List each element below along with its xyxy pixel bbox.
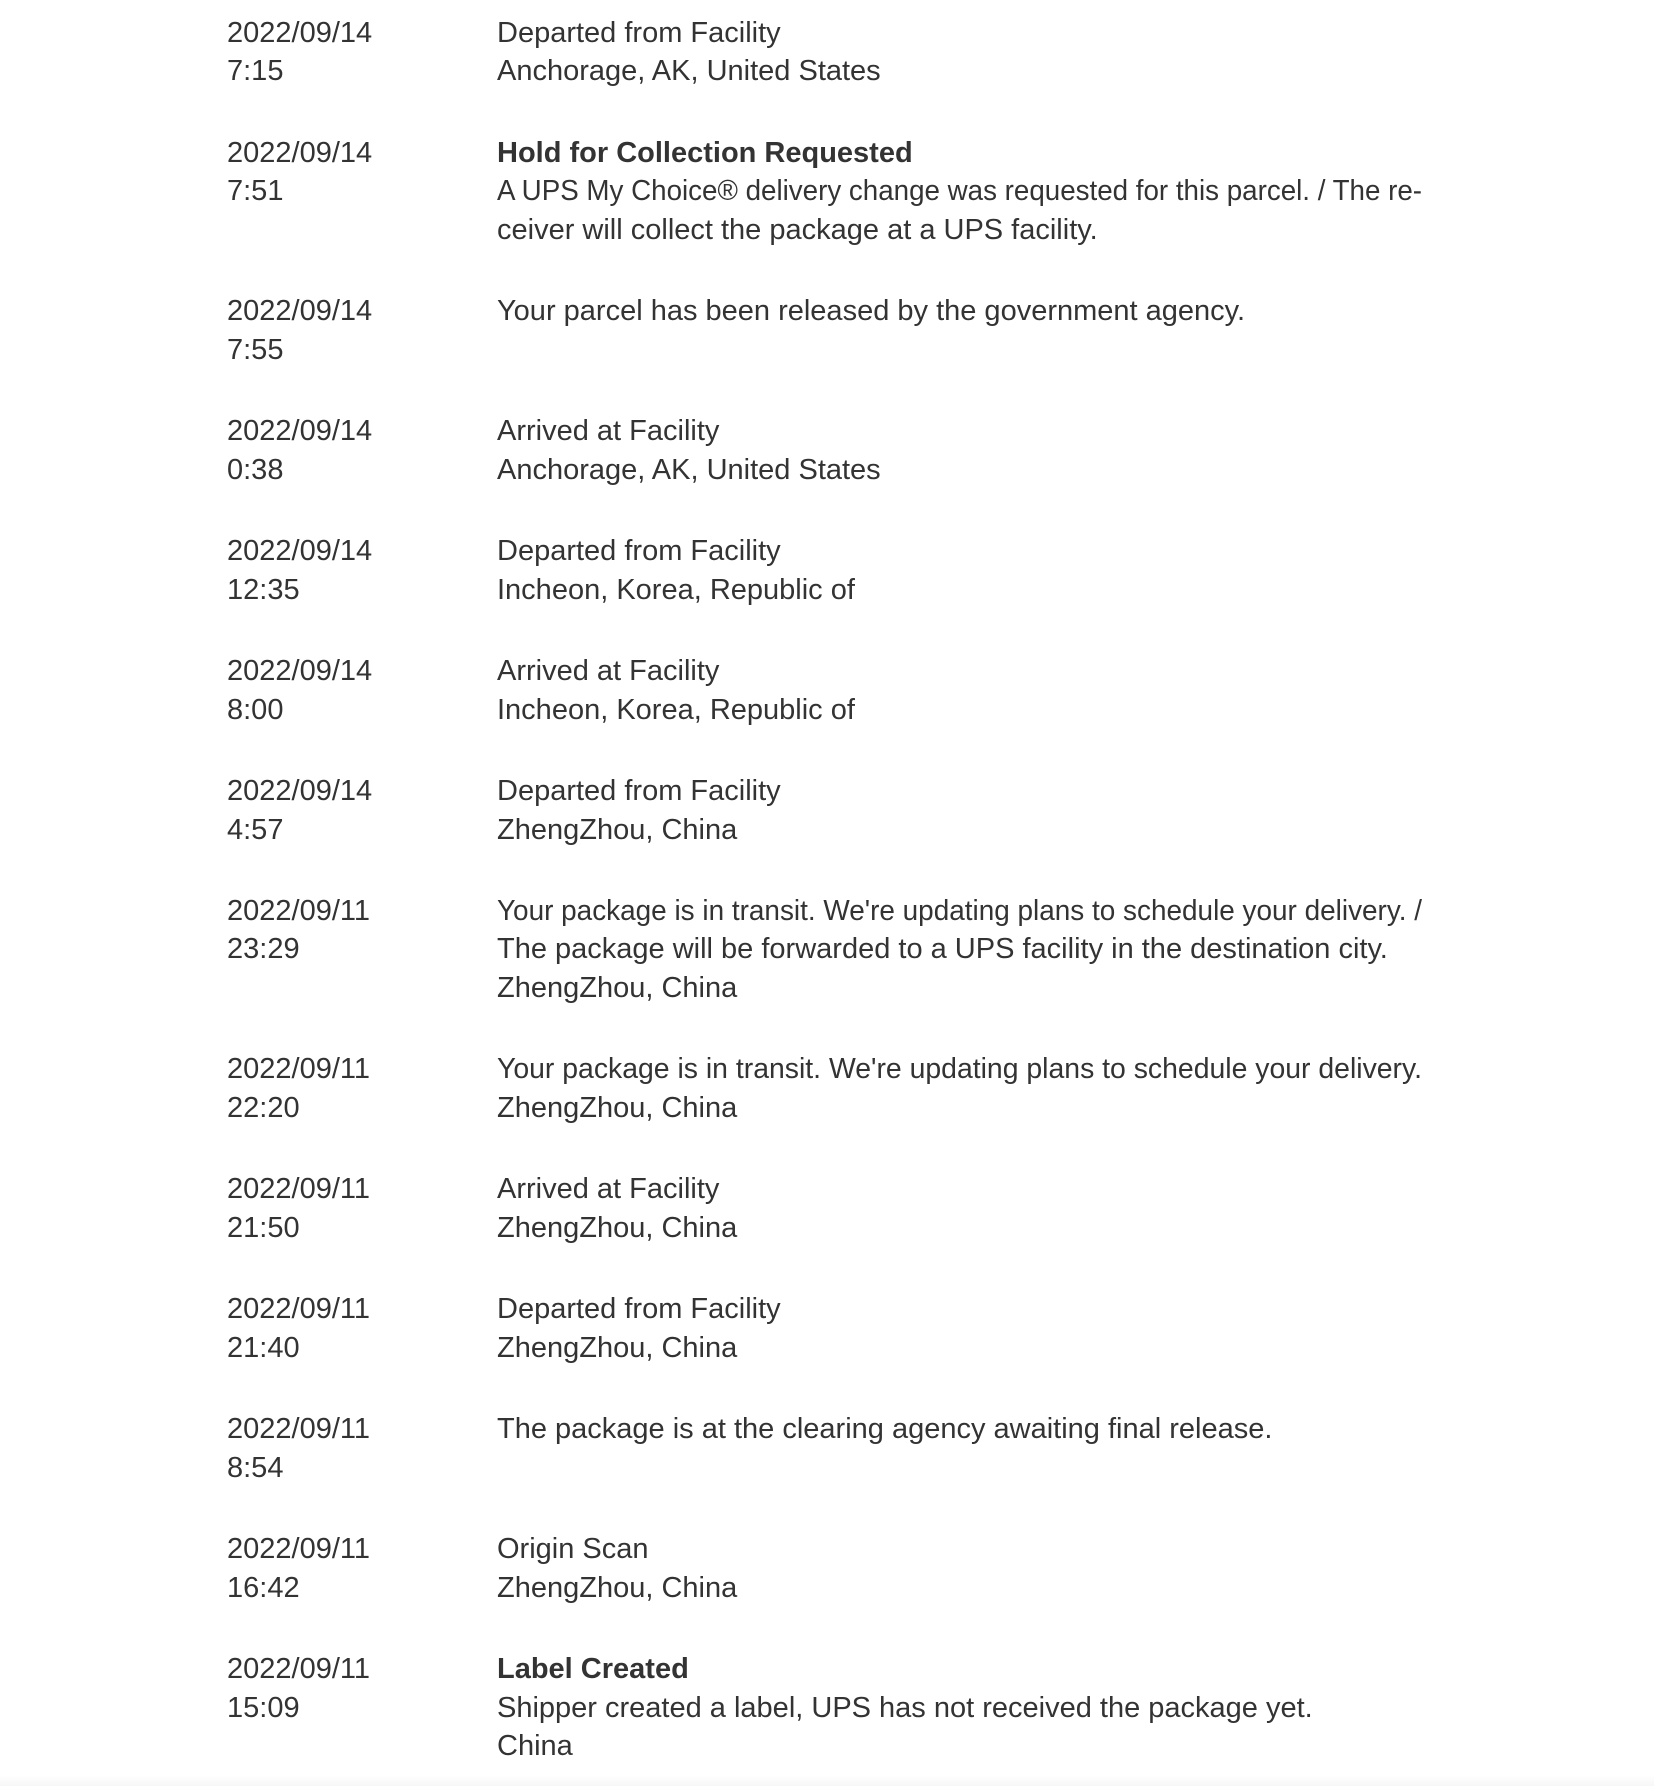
event-time: 12:35 (227, 573, 300, 606)
event-date: 2022/09/11 (227, 1653, 370, 1686)
event-time: 22:20 (227, 1091, 300, 1124)
event-description (497, 652, 1527, 729)
tracking-event-row (227, 772, 1527, 892)
event-date: 2022/09/14 (227, 295, 373, 328)
event-description (497, 1650, 1527, 1765)
event-description (497, 772, 1527, 849)
event-detail-line: ZhengZhou, China (497, 971, 738, 1004)
tracking-event-row (227, 652, 1527, 772)
event-detail-line: China (497, 1729, 573, 1762)
tracking-event-row (227, 134, 1527, 292)
event-datetime (227, 652, 497, 729)
tracking-event-row (227, 14, 1527, 134)
tracking-event-row (227, 292, 1527, 412)
tracking-event-row (227, 1050, 1527, 1170)
event-date: 2022/09/14 (227, 535, 373, 568)
event-detail-line: Anchorage, AK, United States (497, 453, 881, 486)
event-time: 16:42 (227, 1571, 300, 1604)
tracking-event-row (227, 892, 1527, 1050)
event-time: 21:50 (227, 1211, 300, 1244)
event-time: 8:00 (227, 693, 284, 726)
event-datetime (227, 892, 497, 1007)
event-datetime (227, 134, 497, 249)
event-date: 2022/09/11 (227, 1173, 370, 1206)
event-time: 7:55 (227, 333, 284, 366)
event-detail-line: ZhengZhou, China (497, 813, 738, 846)
event-status-title: Label Created (497, 1653, 689, 1686)
footer-band (0, 1775, 1654, 1786)
event-date: 2022/09/11 (227, 895, 370, 928)
event-detail-line: Incheon, Korea, Republic of (497, 693, 855, 726)
event-detail-line: Your parcel has been released by the government agency. (497, 295, 1246, 328)
event-date: 2022/09/14 (227, 136, 373, 169)
event-datetime (227, 772, 497, 849)
event-datetime (227, 1290, 497, 1367)
event-detail-line: ceiver will collect the package at a UPS facility. (497, 213, 1098, 246)
event-detail-line: Shipper created a label, UPS has not received the package yet. (497, 1691, 1313, 1724)
tracking-event-row (227, 1650, 1527, 1786)
event-detail-line: Arrived at Facility (497, 1173, 720, 1206)
event-datetime (227, 1650, 497, 1765)
event-datetime (227, 292, 497, 369)
event-date: 2022/09/14 (227, 655, 373, 688)
event-datetime (227, 14, 497, 91)
event-detail-line: Origin Scan (497, 1533, 649, 1566)
event-date: 2022/09/14 (227, 17, 373, 49)
event-detail-line: ZhengZhou, China (497, 1091, 738, 1124)
event-description (497, 892, 1527, 1007)
event-detail-line: The package will be forwarded to a UPS facility in the destination city. (497, 933, 1388, 966)
event-detail-line: Your package is in transit. We're updating plans to schedule your delivery. / (497, 895, 1422, 928)
event-detail-line: Departed from Facility (497, 1293, 781, 1326)
event-time: 23:29 (227, 933, 300, 966)
event-detail-line: A UPS My Choice® delivery change was requested for this parcel. / The re- (497, 175, 1423, 208)
event-date: 2022/09/14 (227, 775, 373, 808)
event-date: 2022/09/11 (227, 1293, 370, 1326)
event-detail-line: Arrived at Facility (497, 655, 720, 688)
event-datetime (227, 1050, 497, 1127)
event-detail-line: ZhengZhou, China (497, 1331, 738, 1364)
event-time: 15:09 (227, 1691, 300, 1724)
event-description (497, 1410, 1527, 1487)
event-time: 8:54 (227, 1451, 284, 1484)
event-description (497, 1290, 1527, 1367)
event-detail-line: ZhengZhou, China (497, 1571, 738, 1604)
event-datetime (227, 1410, 497, 1487)
event-time: 7:51 (227, 175, 284, 208)
event-time: 7:15 (227, 55, 284, 88)
event-datetime (227, 1530, 497, 1607)
event-description (497, 134, 1527, 249)
event-description (497, 412, 1527, 489)
event-description (497, 532, 1527, 609)
event-detail-line: Departed from Facility (497, 775, 781, 808)
event-detail-line: Anchorage, AK, United States (497, 55, 881, 88)
event-description (497, 1170, 1527, 1247)
event-date: 2022/09/11 (227, 1053, 370, 1086)
event-time: 4:57 (227, 813, 284, 846)
event-detail-line: Departed from Facility (497, 17, 781, 49)
event-description (497, 1530, 1527, 1607)
event-date: 2022/09/11 (227, 1533, 370, 1566)
tracking-event-row (227, 1290, 1527, 1410)
event-status-title: Hold for Collection Requested (497, 136, 913, 169)
event-datetime (227, 1170, 497, 1247)
event-description (497, 1050, 1527, 1127)
event-description (497, 14, 1527, 91)
event-description (497, 292, 1527, 369)
tracking-event-row (227, 412, 1527, 532)
event-detail-line: Incheon, Korea, Republic of (497, 573, 855, 606)
event-time: 0:38 (227, 453, 284, 486)
event-detail-line: Arrived at Facility (497, 415, 720, 448)
tracking-event-row (227, 1410, 1527, 1530)
event-detail-line: Departed from Facility (497, 535, 781, 568)
tracking-event-row (227, 1170, 1527, 1290)
tracking-event-row (227, 1530, 1527, 1650)
event-date: 2022/09/14 (227, 415, 373, 448)
shipment-progress-list (227, 14, 1527, 1786)
event-date: 2022/09/11 (227, 1413, 370, 1446)
tracking-event-row (227, 532, 1527, 652)
event-datetime (227, 532, 497, 609)
event-detail-line: ZhengZhou, China (497, 1211, 738, 1244)
event-datetime (227, 412, 497, 489)
event-detail-line: The package is at the clearing agency awaiting final release. (497, 1413, 1273, 1446)
event-time: 21:40 (227, 1331, 300, 1364)
event-detail-line: Your package is in transit. We're updating plans to schedule your delivery. (497, 1053, 1422, 1086)
